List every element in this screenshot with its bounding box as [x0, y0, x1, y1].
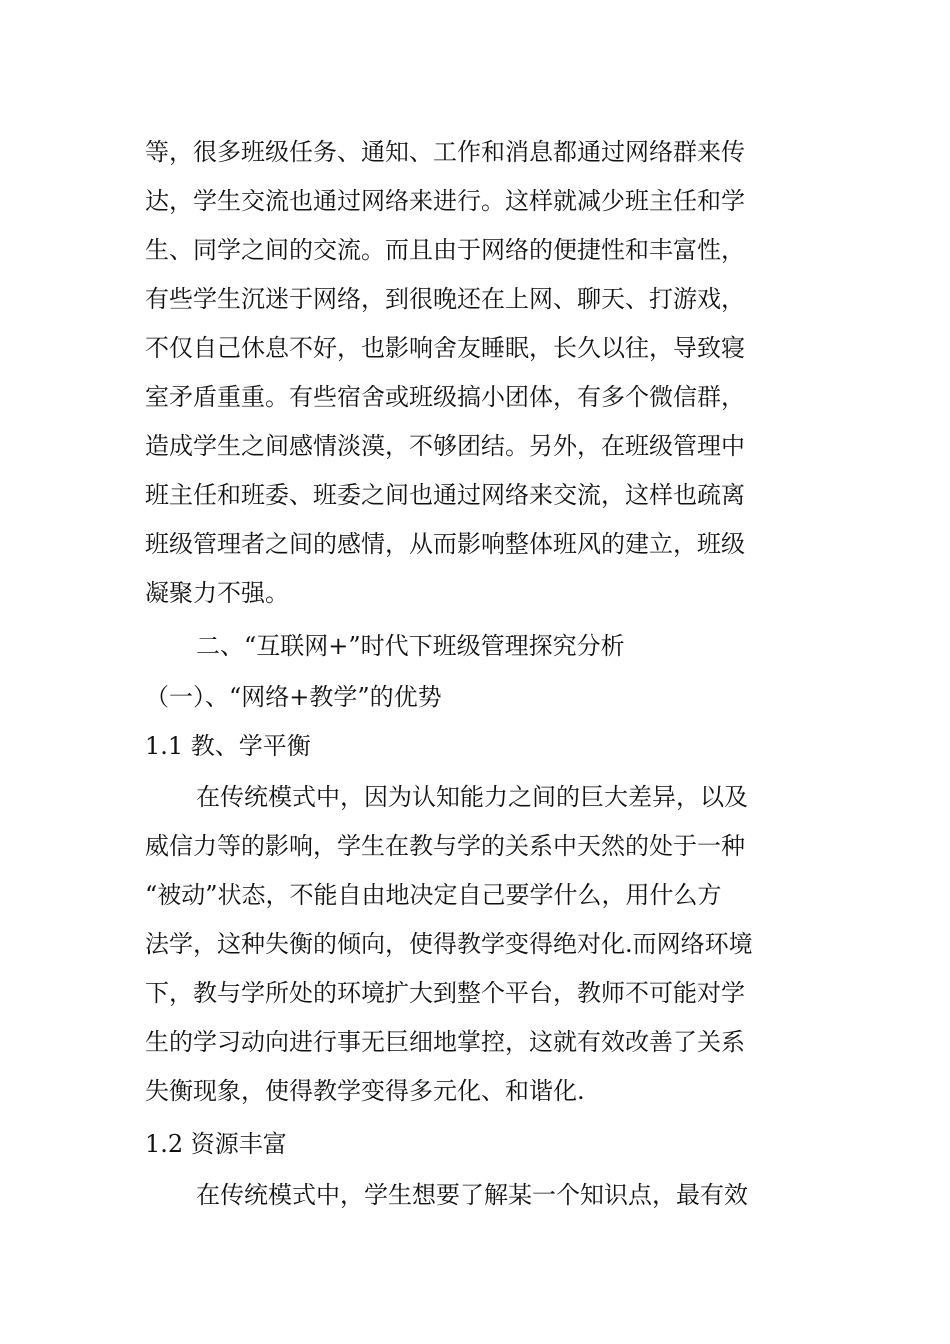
paragraph-continued [145, 128, 810, 618]
paragraph-line: 达，学生交流也通过网络来进行。这样就减少班主任和学 [145, 187, 745, 215]
item-heading-balance: 1.1 教、学平衡 [145, 732, 311, 760]
paragraph-line: 在传统模式中，学生想要了解某一个知识点，最有效 [196, 1181, 748, 1209]
paragraph-line: “被动”状态，不能自由地决定自己要学什么，用什么方 [145, 881, 722, 909]
paragraph-line: 不仅自己休息不好，也影响舍友睡眠，长久以往，导致寝 [145, 334, 745, 362]
paragraph-line: 下，教与学所处的环境扩大到整个平台，教师不可能对学 [145, 979, 745, 1007]
paragraph-line: 失衡现象，使得教学变得多元化、和谐化. [145, 1077, 585, 1105]
paragraph-line: 等，很多班级任务、通知、工作和消息都通过网络群来传 [145, 138, 745, 166]
subsection-heading: （一）、“网络+教学”的优势 [145, 683, 442, 711]
paragraph-line: 班主任和班委、班委之间也通过网络来交流，这样也疏离 [145, 481, 745, 509]
paragraph-line: 班级管理者之间的感情，从而影响整体班风的建立，班级 [145, 530, 745, 558]
paragraph-resources [145, 1171, 810, 1220]
section-heading: 二、“互联网+”时代下班级管理探究分析 [196, 632, 625, 660]
paragraph-balance [145, 773, 810, 1116]
paragraph-line: 法学，这种失衡的倾向，使得教学变得绝对化.而网络环境 [145, 930, 753, 958]
paragraph-line: 生、同学之间的交流。而且由于网络的便捷性和丰富性， [145, 236, 745, 264]
paragraph-line: 造成学生之间感情淡漠，不够团结。另外，在班级管理中 [145, 432, 745, 460]
paragraph-line: 威信力等的影响，学生在教与学的关系中天然的处于一种 [145, 832, 745, 860]
paragraph-line: 室矛盾重重。有些宿舍或班级搞小团体，有多个微信群， [145, 383, 745, 411]
paragraph-line: 凝聚力不强。 [145, 579, 289, 607]
item-heading-resources: 1.2 资源丰富 [145, 1130, 287, 1158]
paragraph-line: 在传统模式中，因为认知能力之间的巨大差异，以及 [196, 783, 748, 811]
paragraph-line: 生的学习动向进行事无巨细地掌控，这就有效改善了关系 [145, 1028, 745, 1056]
paragraph-line: 有些学生沉迷于网络，到很晚还在上网、聊天、打游戏， [145, 285, 745, 313]
